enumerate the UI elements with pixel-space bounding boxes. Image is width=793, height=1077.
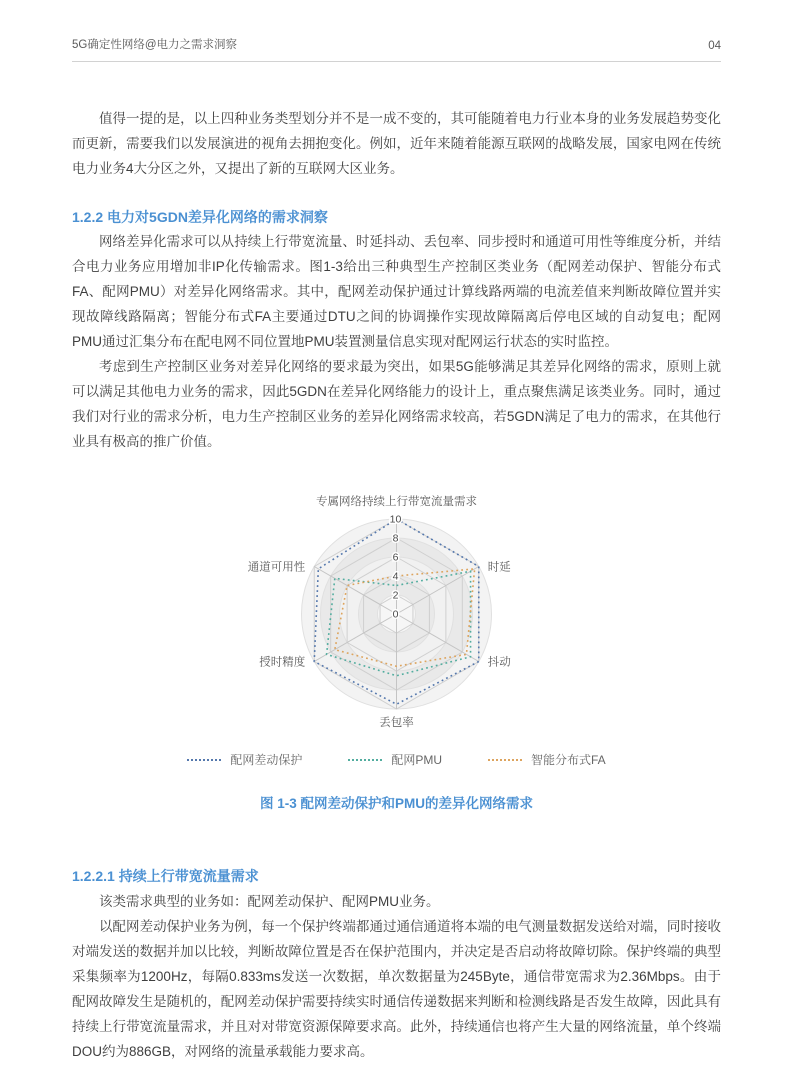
legend-label: 配网差动保护 [230, 753, 303, 767]
svg-text:授时精度: 授时精度 [259, 656, 306, 669]
legend-label: 智能分布式FA [531, 753, 606, 767]
svg-text:时延: 时延 [487, 561, 511, 574]
radar-chart [72, 486, 721, 742]
svg-text:0: 0 [392, 608, 399, 621]
legend-item-fa [488, 751, 606, 768]
intro-paragraph: 值得一提的是，以上四种业务类型划分并不是一成不变的，其可能随着电力行业本身的业务发展趋势变化而更新，需要我们以发展演进的视角去拥抱变化。例如，近年来随着能源互联网的战略发展，国家电网在传统电力业务4大分区之外，又提出了新的互联网大区业务。 [72, 111, 721, 176]
svg-text:通道可用性: 通道可用性 [247, 561, 306, 574]
legend-label: 配网PMU [391, 753, 442, 767]
section-heading-122: 1.2.2 电力对5GDN差异化网络的需求洞察 [72, 209, 328, 225]
dotted-line-swatch [187, 759, 221, 761]
svg-text:8: 8 [392, 532, 399, 545]
figure-caption: 图 1-3 配网差动保护和PMU的差异化网络需求 [259, 796, 533, 811]
page-header [72, 36, 721, 62]
svg-text:10: 10 [389, 513, 402, 526]
legend-item-pmu [348, 751, 442, 768]
svg-text:丢包率: 丢包率 [379, 717, 414, 729]
svg-text:抖动: 抖动 [487, 656, 511, 669]
svg-text:6: 6 [392, 551, 399, 564]
svg-text:4: 4 [392, 570, 399, 583]
section-1221-paragraph-2: 以配网差动保护业务为例，每一个保护终端都通过通信通道将本端的电气测量数据发送给对端，同时接收对端发送的数据并加以比较，判断故障位置是否在保护范围内，并决定是否启动将故障切除。保护终端的典型采集频率为1200Hz，每隔0.833ms发送一次数据，单次数据量为245Byte，通信带宽需求为2.36Mbps。由于配网故障发生是随机的，配网差动保护需要持续实时通信传递数据来判断和检测线路是否发生故障，因此具有持续上行带宽流量需求，并且对对带宽资源保障要求高。此外，持续通信也将产生大量的网络流量，单个终端DOU约为886GB，对网络的流量承载能力要求高。 [72, 919, 721, 1059]
header-title: 5G确定性网络@电力之需求洞察 [72, 39, 238, 51]
svg-text:专属网络持续上行带宽流量需求: 专属网络持续上行带宽流量需求 [316, 496, 477, 508]
page-number: 04 [708, 40, 721, 52]
section-heading-1221: 1.2.2.1 持续上行带宽流量需求 [72, 868, 259, 884]
section-122-paragraph-1: 网络差异化需求可以从持续上行带宽流量、时延抖动、丢包率、同步授时和通道可用性等维度分析，并结合电力业务应用增加非IP化传输需求。图1-3给出三种典型生产控制区类业务（配网差动保护、智能分布式FA、配网PMU）对差异化网络需求。其中，配网差动保护通过计算线路两端的电流差值来判断故障位置并实现故障线路隔离；智能分布式FA主要通过DTU之间的协调操作实现故障隔离后停电区域的自动复电；配网PMU通过汇集分布在配电网不同位置地PMU装置测量信息实现对配网运行状态的实时监控。 [72, 234, 721, 349]
dotted-line-swatch [348, 759, 382, 761]
legend-item-differential-protection [187, 751, 302, 768]
section-1221-paragraph-1: 该类需求典型的业务如：配网差动保护、配网PMU业务。 [99, 894, 440, 909]
svg-text:2: 2 [392, 589, 399, 602]
chart-legend [72, 751, 721, 768]
section-122-paragraph-2: 考虑到生产控制区业务对差异化网络的要求最为突出，如果5G能够满足其差异化网络的需求，原则上就可以满足其他电力业务的需求，因此5GDN在差异化网络能力的设计上，重点聚焦满足该类业务。同时，通过我们对行业的需求分析，电力生产控制区业务的差异化网络需求较高，若5GDN满足了电力的需求，在其他行业具有极高的推广价值。 [72, 359, 721, 449]
radar-chart-block [72, 486, 721, 812]
dotted-line-swatch [488, 759, 522, 761]
